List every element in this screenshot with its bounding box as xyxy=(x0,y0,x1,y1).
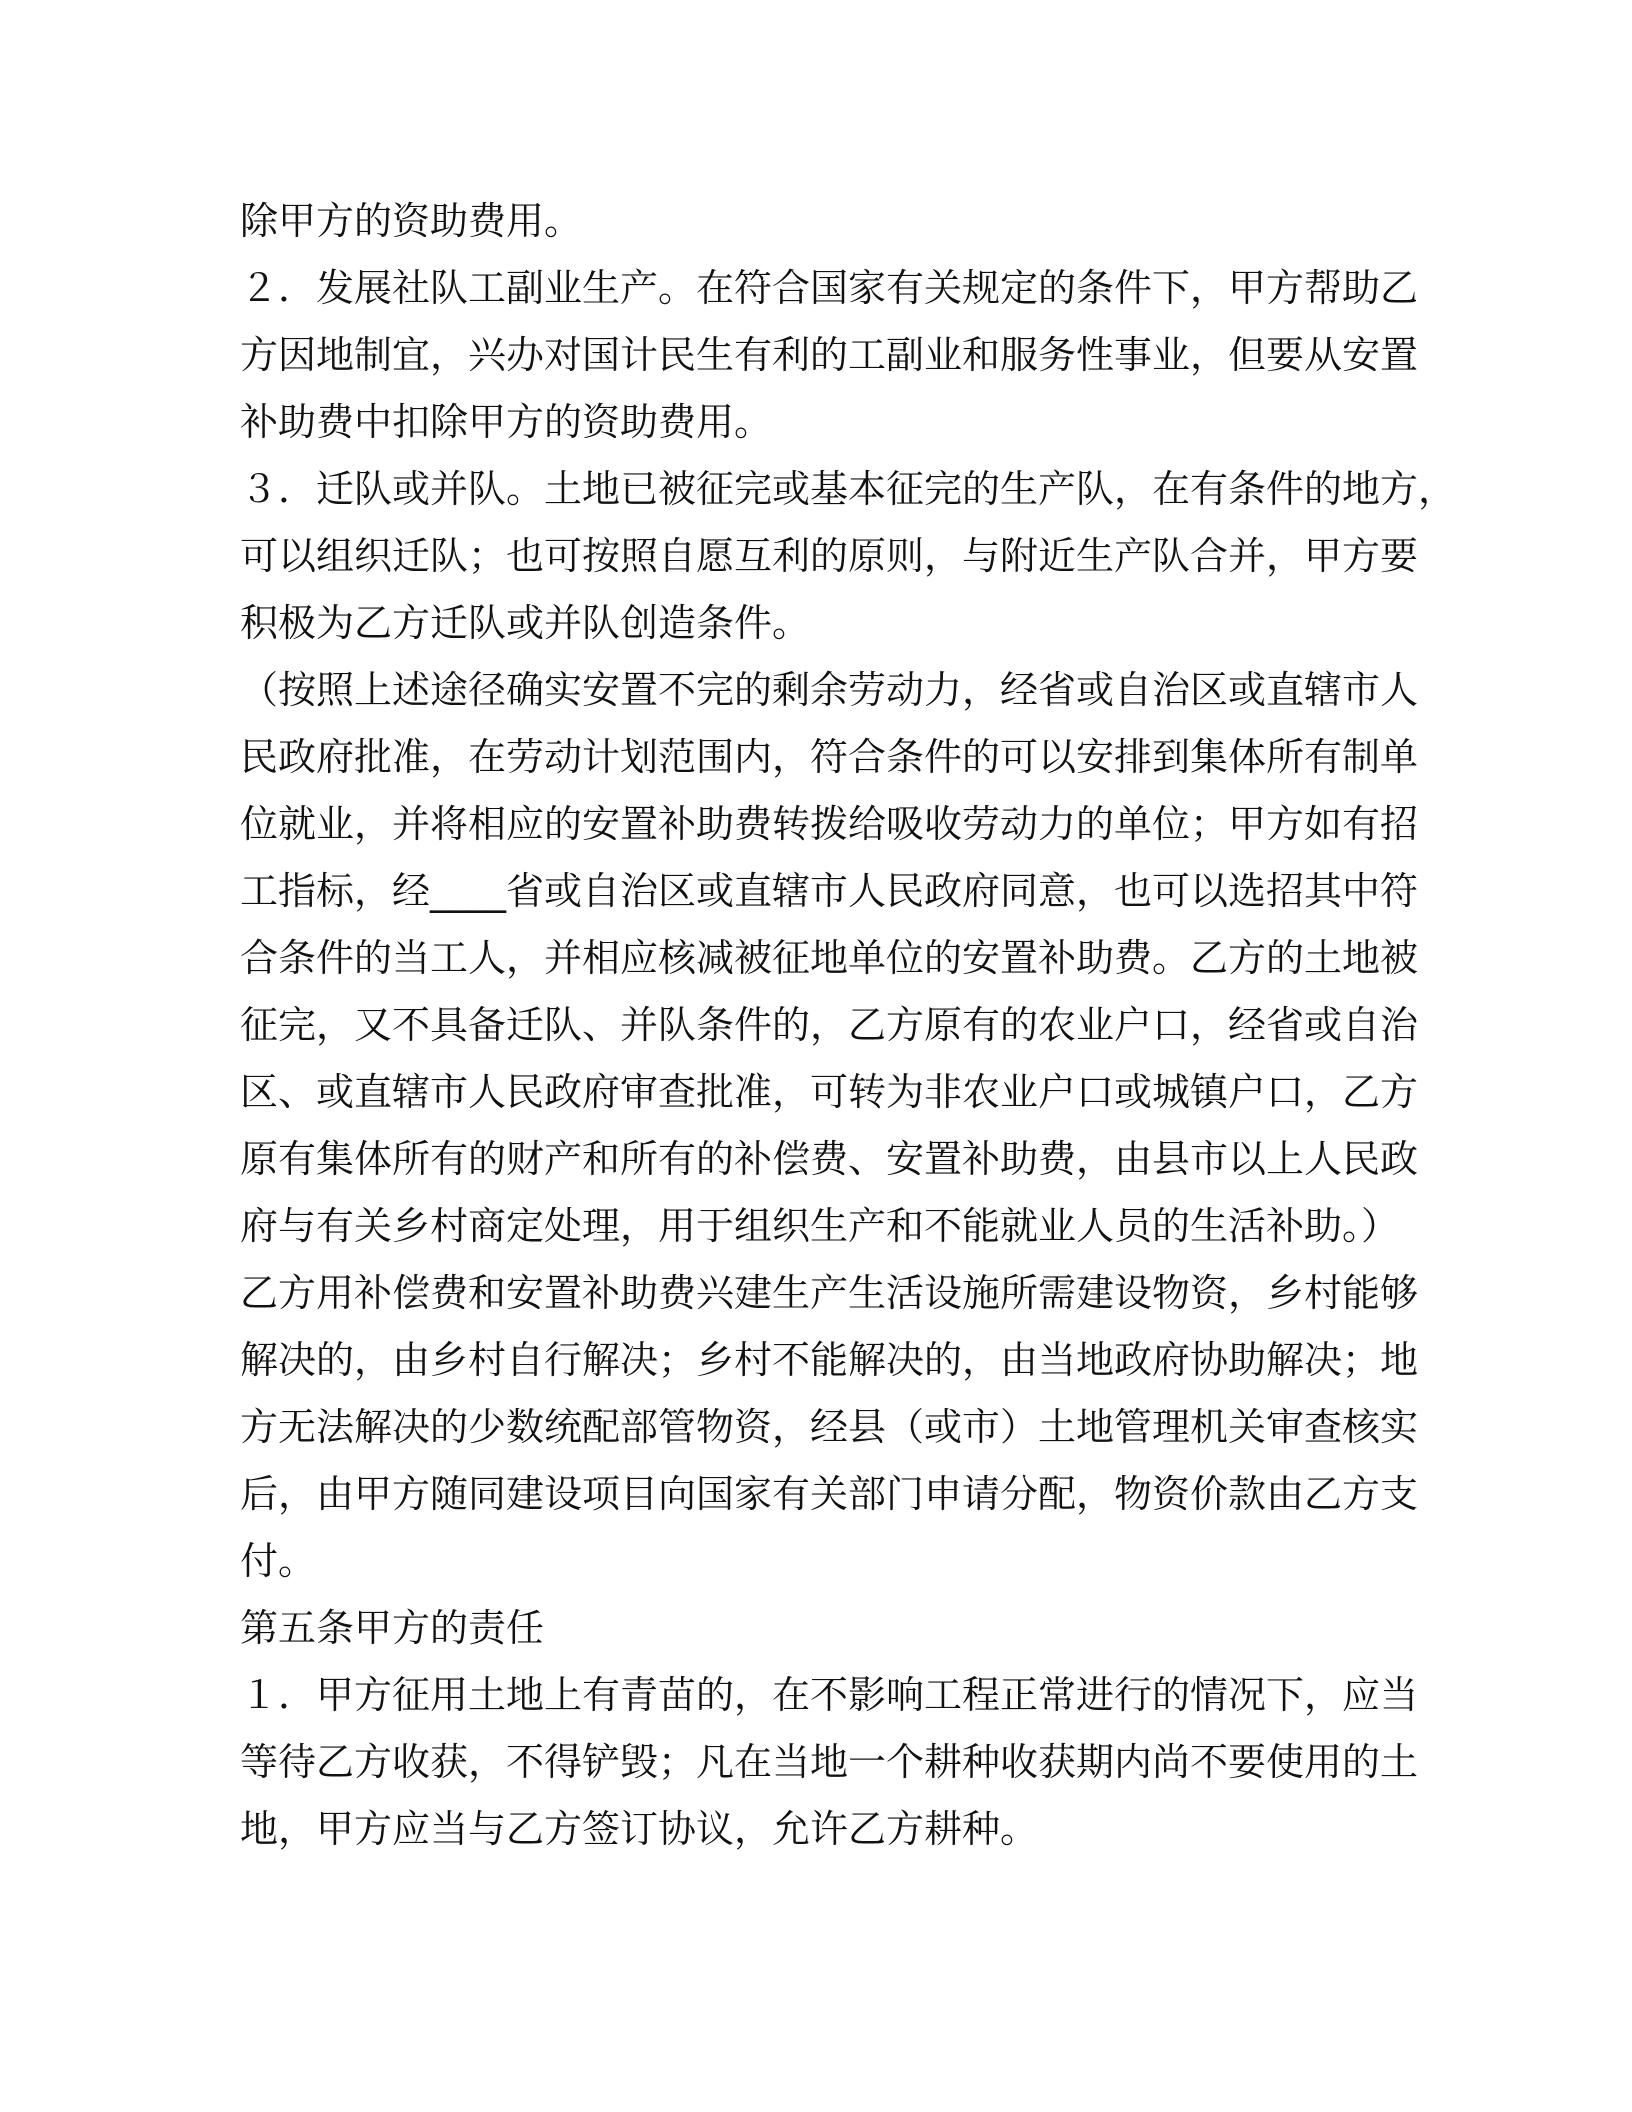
text-line: 补助费中扣除甲方的资助费用。 xyxy=(240,400,773,444)
text-line: １．甲方征用土地上有青苗的，在不影响工程正常进行的情况下，应当 xyxy=(240,1673,1419,1717)
text-line: 工指标，经____省或自治区或直辖市人民政府同意，也可以选招其中符 xyxy=(240,869,1419,913)
text-line: 方因地制宜，兴办对国计民生有利的工副业和服务性事业，但要从安置 xyxy=(240,333,1419,377)
text-line: 原有集体所有的财产和所有的补偿费、安置补助费，由县市以上人民政 xyxy=(240,1137,1419,1181)
text-line: （按照上述途径确实安置不完的剩余劳动力，经省或自治区或直辖市人 xyxy=(240,668,1419,712)
text-line: 除甲方的资助费用。 xyxy=(240,199,583,243)
text-line: 乙方用补偿费和安置补助费兴建生产生活设施所需建设物资，乡村能够 xyxy=(240,1271,1419,1315)
text-line: 可以组织迁队；也可按照自愿互利的原则，与附近生产队合并，甲方要 xyxy=(240,534,1419,578)
text-line: 民政府批准，在劳动计划范围内，符合条件的可以安排到集体所有制单 xyxy=(240,735,1419,779)
text-line: 区、或直辖市人民政府审查批准，可转为非农业户口或城镇户口，乙方 xyxy=(240,1070,1419,1114)
text-line: 府与有关乡村商定处理，用于组织生产和不能就业人员的生活补助。） xyxy=(240,1204,1400,1248)
text-line: ３．迁队或并队。土地已被征完或基本征完的生产队，在有条件的地方， xyxy=(240,467,1457,511)
text-line: 位就业，并将相应的安置补助费转拨给吸收劳动力的单位；甲方如有招 xyxy=(240,802,1419,846)
text-line: 积极为乙方迁队或并队创造条件。 xyxy=(240,601,811,645)
text-line: ２．发展社队工副业生产。在符合国家有关规定的条件下，甲方帮助乙 xyxy=(240,266,1419,310)
text-line: 等待乙方收获，不得铲毁；凡在当地一个耕种收获期内尚不要使用的土 xyxy=(240,1740,1419,1784)
section-heading: 第五条甲方的责任 xyxy=(240,1606,545,1650)
text-line: 方无法解决的少数统配部管物资，经县（或市）土地管理机关审查核实 xyxy=(240,1405,1419,1449)
text-line: 付。 xyxy=(240,1539,317,1583)
text-line: 征完，又不具备迁队、并队条件的，乙方原有的农业户口，经省或自治 xyxy=(240,1003,1419,1047)
text-line: 解决的，由乡村自行解决；乡村不能解决的，由当地政府协助解决；地 xyxy=(240,1338,1419,1382)
document-body xyxy=(240,188,1457,1863)
text-line: 地，甲方应当与乙方签订协议，允许乙方耕种。 xyxy=(240,1807,1039,1851)
text-line: 合条件的当工人，并相应核减被征地单位的安置补助费。乙方的土地被 xyxy=(240,936,1419,980)
text-line: 后，由甲方随同建设项目向国家有关部门申请分配，物资价款由乙方支 xyxy=(240,1472,1419,1516)
